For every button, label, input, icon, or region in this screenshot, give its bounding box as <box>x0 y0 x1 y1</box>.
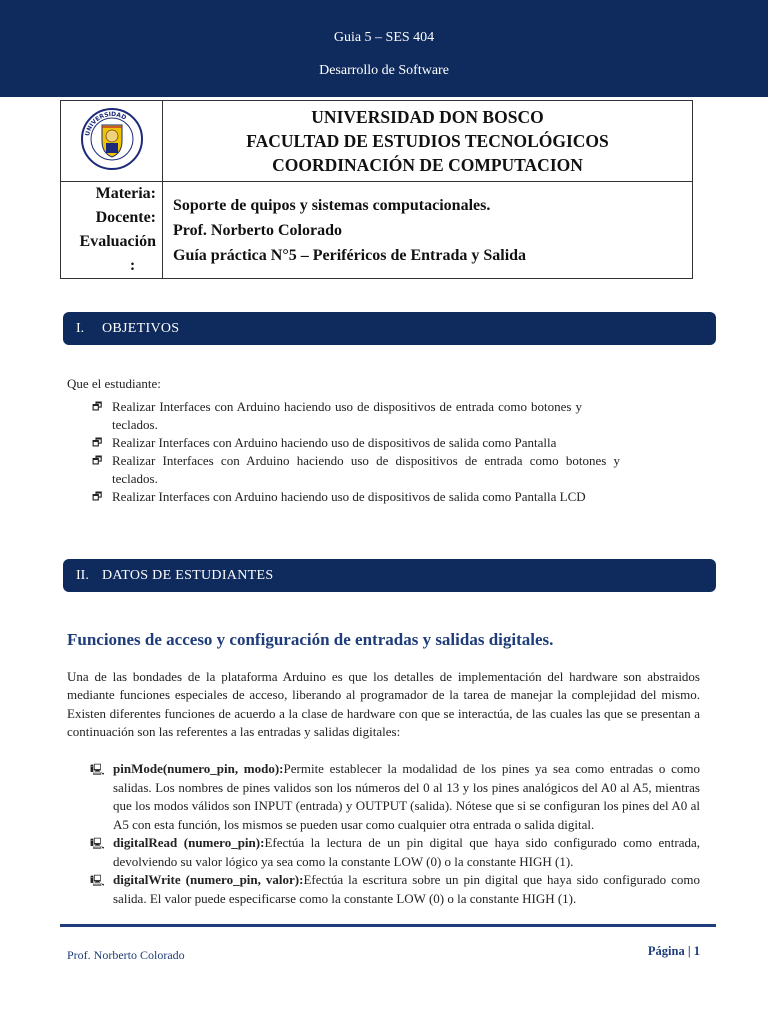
coordination-name: COORDINACIÓN DE COMPUTACION <box>272 155 583 175</box>
list-item <box>90 871 700 908</box>
label-colon: : <box>129 257 136 274</box>
window-icon: 🗗 <box>92 455 103 467</box>
section-number: II. <box>76 568 89 583</box>
list-item: 🗗 Realizar Interfaces con Arduino haciendo uso de dispositivos de entrada como botones y teclados. <box>92 453 620 486</box>
function-desc: Efectúa la escritura sobre un pin digital que haya sido configurado como salida. El valor puede especificarse como la constante LOW (0) o la constante HIGH (1). <box>113 872 700 906</box>
logo-cell <box>61 101 163 182</box>
function-desc: Efectúa la lectura de un pin digital que haya sido configurado como entrada, devolviendo su valor lógico ya sea como la constante LOW (0) o la constante HIGH (1). <box>113 835 701 869</box>
university-header <box>163 101 693 182</box>
info-table <box>60 100 693 279</box>
list-item: 🗗 Realizar Interfaces con Arduino haciendo uso de dispositivos de salida como Pantalla <box>92 435 557 450</box>
labels-cell <box>61 182 163 279</box>
function-desc: Permite establecer la modalidad de los pines ya sea como entradas o como salidas. Los nombres de pines validos son los números del 0 al 13 y los pines analógicos del A0 al A5, mientras que los modos válidos son INPUT (entrada) y OUTPUT (salida). Nótese que si se configuran los pines del A0 al A5 con esta función, los mismos se pueden usar como cualquier otra entrada o salida digital. <box>113 761 700 832</box>
label-evaluacion: Evaluación <box>79 233 156 250</box>
window-icon: 🗗 <box>92 401 103 413</box>
header-course: Guia 5 – SES 404 <box>333 30 435 45</box>
value-docente: Prof. Norberto Colorado <box>173 221 342 239</box>
label-materia: Materia: <box>95 185 156 202</box>
university-name: UNIVERSIDAD DON BOSCO <box>311 107 544 127</box>
content-heading: Funciones de acceso y configuración de entradas y salidas digitales. <box>67 630 554 649</box>
page-label: Página <box>647 944 685 958</box>
footer-author: Prof. Norberto Colorado <box>67 948 185 962</box>
computer-icon: 🖳 <box>90 764 105 776</box>
function-name: digitalWrite (numero_pin, valor): <box>113 872 304 887</box>
intro-paragraph: Una de las bondades de la plataforma Arduino es que los detalles de implementación del hardware son abstraidos mediante funciones especiales de acceso, liberando al programador de la tarea de manejar la complejidad del mismo. Existen diferentes funciones de acuerdo a la clase de hardware con que se interactúa, de las cuales las que se presentan a continuación son las referentes a las entradas y salidas digitales: <box>67 669 700 739</box>
computer-icon: 🖳 <box>90 838 105 850</box>
list-item: 🗗 Realizar Interfaces con Arduino haciendo uso de dispositivos de salida como Pantalla LCD <box>92 489 586 504</box>
list-item: 🗗 Realizar Interfaces con Arduino haciendo uso de dispositivos de entrada como botones y teclados. <box>92 399 582 432</box>
window-icon: 🗗 <box>92 491 103 503</box>
values-cell <box>163 182 693 279</box>
footer-rule <box>60 924 716 927</box>
value-materia: Soporte de quipos y sistemas computacionales. <box>173 196 491 214</box>
value-evaluacion: Guía práctica N°5 – Periféricos de Entrada y Salida <box>173 246 527 264</box>
page-header <box>0 0 768 97</box>
list-item <box>90 834 700 871</box>
function-name: digitalRead (numero_pin): <box>113 835 265 850</box>
list-item <box>90 760 700 834</box>
page-number: 1 <box>693 944 700 958</box>
window-icon: 🗗 <box>92 437 103 449</box>
section-title: DATOS DE ESTUDIANTES <box>102 568 274 583</box>
section-datos-estudiantes <box>63 559 716 592</box>
footer-page <box>648 944 700 959</box>
objectives-list <box>92 398 620 506</box>
label-docente: Docente: <box>95 209 156 226</box>
section-objetivos <box>63 312 716 345</box>
section-title: OBJETIVOS <box>102 321 180 336</box>
function-name: pinMode(numero_pin, modo): <box>113 761 284 776</box>
university-logo <box>80 107 144 171</box>
faculty-name: FACULTAD DE ESTUDIOS TECNOLÓGICOS <box>246 131 609 151</box>
functions-list <box>90 760 700 908</box>
computer-icon: 🖳 <box>90 875 105 887</box>
page-separator: | <box>687 944 691 958</box>
section-number: I. <box>76 321 85 336</box>
objectives-intro: Que el estudiante: <box>67 376 161 391</box>
logo-text-top: UNIVERSIDAD <box>83 110 127 137</box>
header-subject: Desarrollo de Software <box>319 63 449 78</box>
